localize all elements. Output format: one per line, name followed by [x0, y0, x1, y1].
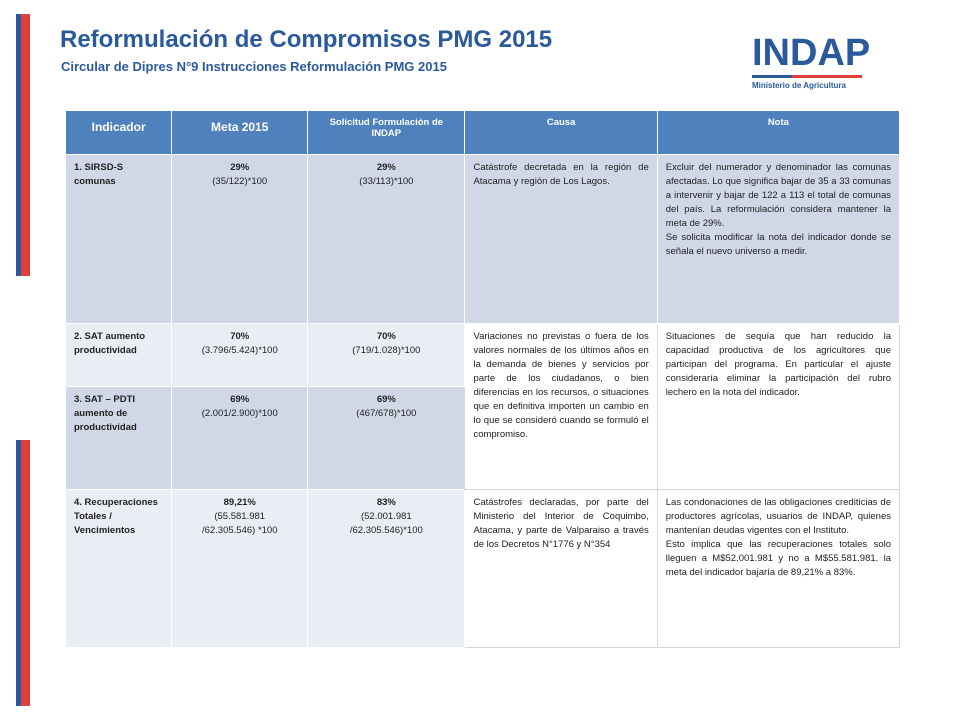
col-header-meta: Meta 2015	[172, 111, 308, 155]
solicitud-percent: 83%	[376, 497, 396, 508]
cell-meta	[172, 387, 308, 490]
cell-solicitud	[308, 324, 465, 387]
nota-paragraph: Las condonaciones de las obligaciones crediticias de productores agrícolas, usuarios de INDAP, quienes mantenían deudas vigentes con el Instituto.	[665, 497, 891, 536]
solicitud-formula: (33/113)*100	[359, 176, 414, 187]
meta-percent: 89,21%	[223, 497, 256, 508]
meta-percent: 29%	[230, 162, 250, 173]
cell-indicador: 2. SAT aumento productividad	[66, 324, 172, 387]
table-header-row	[66, 111, 900, 155]
meta-formula: (2.001/2.900)*100	[201, 408, 278, 419]
left-stripe-bottom	[16, 440, 30, 706]
page-title: Reformulación de Compromisos PMG 2015	[60, 26, 553, 53]
nota-paragraph: Excluir del numerador y denominador las comunas afectadas. Lo que significa bajar de 35 a 33 comunas a intervenir y bajar de 122 a 113 el total de comunas del país. La reformulación considera mantener la meta de 29%.	[665, 162, 891, 229]
meta-formula: /62.305.546) *100	[201, 525, 278, 536]
meta-percent: 69%	[230, 394, 250, 405]
meta-percent: 70%	[230, 331, 250, 342]
commitments-table	[65, 110, 900, 648]
cell-indicador: 3. SAT – PDTI aumento de productividad	[66, 387, 172, 490]
logo-color-bar	[752, 75, 862, 78]
cell-nota	[657, 490, 899, 648]
nota-paragraph: Se solicita modificar la nota del indicador donde se señala el nuevo universo a medir.	[665, 232, 891, 257]
col-header-causa: Causa	[465, 111, 657, 155]
meta-formula: (55.581.981	[214, 511, 266, 522]
cell-indicador: 4. Recuperaciones Totales / Vencimientos	[66, 490, 172, 648]
cell-meta	[172, 324, 308, 387]
left-stripe-top	[16, 14, 30, 276]
logo-ministry-label: Ministerio de Agricultura	[752, 81, 846, 90]
cell-indicador: 1. SIRSD-S comunas	[66, 155, 172, 324]
solicitud-formula: (719/1.028)*100	[352, 345, 421, 356]
cell-nota: Situaciones de sequía que han reducido la capacidad productiva de los agricultores que participan del programa. En particular el ajuste consideraría eliminar la participación del rubro lechero en la nota del indicador.	[657, 324, 899, 490]
solicitud-formula: (52.001.981	[360, 511, 412, 522]
page-subtitle: Circular de Dipres N°9 Instrucciones Reformulación PMG 2015	[61, 59, 447, 74]
table-row	[66, 490, 900, 648]
solicitud-percent: 69%	[376, 394, 396, 405]
col-header-indicador: Indicador	[66, 111, 172, 155]
col-header-nota: Nota	[657, 111, 899, 155]
cell-meta	[172, 155, 308, 324]
cell-causa: Variaciones no previstas o fuera de los valores normales de los últimos años en la demanda de bienes y servicios por parte de los ciudadanos, o bien diferencias en los recursos, o situaciones que en definitiva importen un cambio en lo que se consideró cuando se formuló el compromiso.	[465, 324, 657, 490]
table-row	[66, 324, 900, 387]
table-row	[66, 155, 900, 324]
cell-solicitud	[308, 155, 465, 324]
logo-wordmark: INDAP	[752, 32, 871, 74]
solicitud-formula: (467/678)*100	[356, 408, 417, 419]
col-header-solicitud: Solicitud Formulación de INDAP	[308, 111, 465, 155]
cell-causa: Catástrofes declaradas, por parte del Ministerio del Interior de Coquimbo, Atacama, y parte de Valparaiso a través de los Decretos N°1776 y N°354	[465, 490, 657, 648]
cell-solicitud	[308, 490, 465, 648]
indap-logo	[752, 34, 872, 100]
cell-meta	[172, 490, 308, 648]
nota-paragraph: Esto implica que las recuperaciones totales solo lleguen a M$52.001.981 y no a M$55.581.981. la meta del indicador bajaría de 89,21% a 83%.	[665, 539, 891, 578]
cell-nota	[657, 155, 899, 324]
meta-formula: (35/122)*100	[212, 176, 268, 187]
cell-causa: Catástrofe decretada en la región de Atacama y región de Los Lagos.	[465, 155, 657, 324]
meta-formula: (3.796/5.424)*100	[201, 345, 278, 356]
solicitud-percent: 70%	[376, 331, 396, 342]
solicitud-formula: /62.305.546)*100	[349, 525, 423, 536]
solicitud-percent: 29%	[376, 162, 396, 173]
cell-solicitud	[308, 387, 465, 490]
